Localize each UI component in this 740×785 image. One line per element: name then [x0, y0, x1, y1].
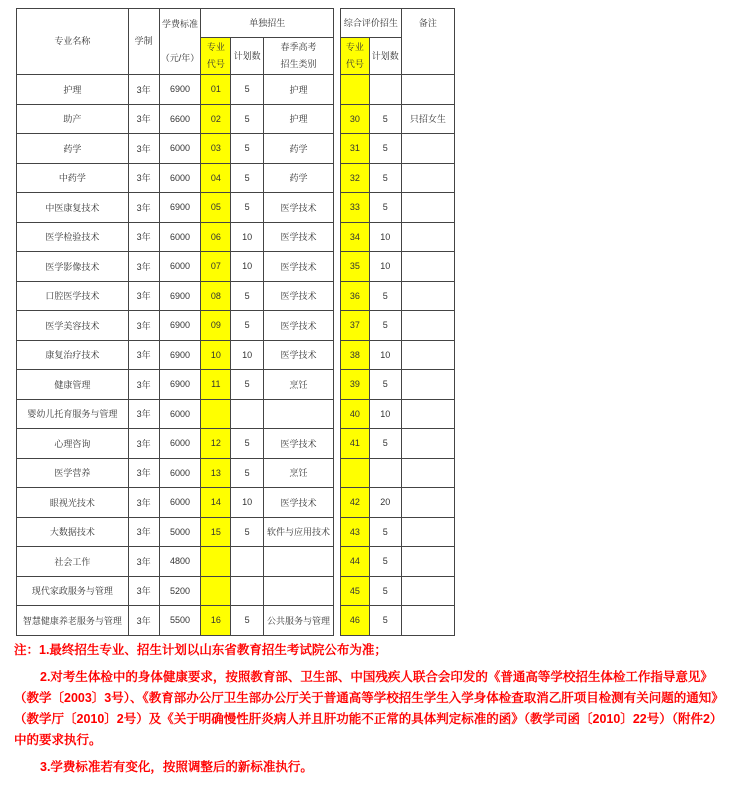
table-row	[341, 163, 455, 193]
fee-cell: 6000	[159, 488, 201, 518]
header-comp-plan: 计划数	[369, 38, 401, 75]
major-name-cell: 医学影像技术	[17, 252, 129, 282]
plan-cell: 5	[231, 311, 264, 341]
major-name-cell: 中药学	[17, 163, 129, 193]
major-name-cell: 社会工作	[17, 547, 129, 577]
table-row	[17, 222, 334, 252]
spring-category-cell: 烹饪	[264, 370, 334, 400]
spring-category-cell: 药学	[264, 134, 334, 164]
spring-category-cell: 烹饪	[264, 458, 334, 488]
table-row	[17, 458, 334, 488]
major-name-cell: 心理咨询	[17, 429, 129, 459]
table-row	[341, 429, 455, 459]
years-cell: 3年	[128, 429, 159, 459]
table-row	[17, 488, 334, 518]
notes	[14, 640, 730, 784]
header-single-enrollment: 单独招生	[201, 9, 334, 38]
comp-code-cell: 43	[341, 517, 370, 547]
table-row	[17, 340, 334, 370]
code-cell: 12	[201, 429, 231, 459]
code-cell	[201, 547, 231, 577]
fee-cell: 6000	[159, 399, 201, 429]
major-name-cell: 口腔医学技术	[17, 281, 129, 311]
remark-cell	[401, 576, 454, 606]
comp-plan-cell: 5	[369, 429, 401, 459]
major-name-cell: 助产	[17, 104, 129, 134]
header-spring-category: 春季高考 招生类别	[264, 38, 334, 75]
spring-category-cell: 药学	[264, 163, 334, 193]
code-cell: 16	[201, 606, 231, 636]
table-row	[17, 370, 334, 400]
comp-plan-cell: 5	[369, 193, 401, 223]
code-cell: 01	[201, 75, 231, 105]
comp-plan-cell: 10	[369, 340, 401, 370]
plan-cell: 10	[231, 222, 264, 252]
major-name-cell: 医学检验技术	[17, 222, 129, 252]
table-row	[17, 163, 334, 193]
major-name-cell: 婴幼儿托育服务与管理	[17, 399, 129, 429]
comp-plan-cell: 5	[369, 281, 401, 311]
remark-cell	[401, 281, 454, 311]
comp-code-cell: 40	[341, 399, 370, 429]
comp-plan-cell: 5	[369, 576, 401, 606]
plan-cell: 5	[231, 134, 264, 164]
table-row	[17, 193, 334, 223]
plan-cell: 5	[231, 517, 264, 547]
major-name-cell: 智慧健康养老服务与管理	[17, 606, 129, 636]
table-row	[341, 370, 455, 400]
comp-code-cell: 37	[341, 311, 370, 341]
remark-cell	[401, 311, 454, 341]
plan-cell: 10	[231, 340, 264, 370]
plan-cell: 5	[231, 458, 264, 488]
note-2: 2.对考生体检中的身体健康要求，按照教育部、卫生部、中国残疾人联合会印发的《普通高等学校招生体检工作指导意见》（教学〔2003〕3号）、《教育部办公厅卫生部办公厅关于普通高等学校招生学生入学身体检查取消乙肝项目检测有关问题的通知》（教学厅〔2010〕2号）及《关于明确慢性肝炎病人并且肝功能不正常的具体判定标准的函》（教学司函〔2010〕22号）（附件2）中的要求执行。	[14, 670, 724, 747]
comp-plan-cell: 10	[369, 222, 401, 252]
code-cell: 08	[201, 281, 231, 311]
fee-cell: 6000	[159, 458, 201, 488]
comp-plan-cell: 20	[369, 488, 401, 518]
comp-plan-cell: 5	[369, 104, 401, 134]
years-cell: 3年	[128, 193, 159, 223]
header-remark: 备注	[401, 9, 454, 38]
comp-code-cell: 32	[341, 163, 370, 193]
fee-cell: 5200	[159, 576, 201, 606]
code-cell: 11	[201, 370, 231, 400]
plan-cell: 5	[231, 429, 264, 459]
table-row	[341, 193, 455, 223]
header-plan: 计划数	[231, 38, 264, 75]
remark-cell	[401, 134, 454, 164]
table-row	[17, 104, 334, 134]
code-cell: 07	[201, 252, 231, 282]
fee-cell: 6000	[159, 222, 201, 252]
spring-category-cell: 公共服务与管理	[264, 606, 334, 636]
spring-category-cell: 医学技术	[264, 488, 334, 518]
remark-cell	[401, 606, 454, 636]
comp-code-cell	[341, 75, 370, 105]
table-row	[341, 340, 455, 370]
code-cell: 09	[201, 311, 231, 341]
remark-cell	[401, 370, 454, 400]
comp-plan-cell: 5	[369, 606, 401, 636]
comp-plan-cell: 5	[369, 547, 401, 577]
fee-cell: 6900	[159, 340, 201, 370]
table-row	[341, 134, 455, 164]
fee-cell: 6900	[159, 370, 201, 400]
code-cell: 14	[201, 488, 231, 518]
years-cell: 3年	[128, 222, 159, 252]
table-row	[341, 547, 455, 577]
remark-cell	[401, 163, 454, 193]
plan-cell: 10	[231, 488, 264, 518]
header-comprehensive: 综合评价招生	[341, 9, 402, 38]
table-row	[341, 75, 455, 105]
table-row	[17, 399, 334, 429]
comp-code-cell	[341, 458, 370, 488]
spring-category-cell: 医学技术	[264, 429, 334, 459]
remark-cell	[401, 429, 454, 459]
spring-category-cell: 医学技术	[264, 311, 334, 341]
comp-plan-cell: 5	[369, 163, 401, 193]
table-row	[341, 252, 455, 282]
table-row	[341, 488, 455, 518]
comp-plan-cell: 5	[369, 311, 401, 341]
comp-code-cell: 42	[341, 488, 370, 518]
fee-cell: 6900	[159, 75, 201, 105]
spring-category-cell: 医学技术	[264, 252, 334, 282]
table-row	[341, 222, 455, 252]
years-cell: 3年	[128, 104, 159, 134]
code-cell	[201, 576, 231, 606]
table-row	[17, 311, 334, 341]
note-1: 注：1.最终招生专业、招生计划以山东省教育招生考试院公布为准；	[14, 643, 387, 657]
code-cell: 02	[201, 104, 231, 134]
comp-plan-cell: 5	[369, 517, 401, 547]
table-row	[341, 399, 455, 429]
spring-category-cell	[264, 399, 334, 429]
table-row	[341, 281, 455, 311]
spring-category-cell: 医学技术	[264, 222, 334, 252]
table-row	[17, 281, 334, 311]
fee-cell: 6900	[159, 193, 201, 223]
years-cell: 3年	[128, 252, 159, 282]
code-cell: 03	[201, 134, 231, 164]
comp-code-cell: 46	[341, 606, 370, 636]
header-code: 专业 代号	[201, 38, 231, 75]
plan-cell: 5	[231, 606, 264, 636]
enrollment-table	[16, 8, 334, 636]
comp-code-cell: 30	[341, 104, 370, 134]
major-name-cell: 护理	[17, 75, 129, 105]
code-cell: 06	[201, 222, 231, 252]
years-cell: 3年	[128, 488, 159, 518]
code-cell: 15	[201, 517, 231, 547]
remark-cell	[401, 458, 454, 488]
years-cell: 3年	[128, 458, 159, 488]
comp-code-cell: 41	[341, 429, 370, 459]
fee-cell: 5000	[159, 517, 201, 547]
fee-cell: 6000	[159, 429, 201, 459]
table-row	[341, 104, 455, 134]
fee-cell: 6000	[159, 252, 201, 282]
major-name-cell: 大数据技术	[17, 517, 129, 547]
major-name-cell: 中医康复技术	[17, 193, 129, 223]
plan-cell: 5	[231, 104, 264, 134]
comp-plan-cell: 5	[369, 134, 401, 164]
comp-code-cell: 36	[341, 281, 370, 311]
years-cell: 3年	[128, 340, 159, 370]
comp-plan-cell	[369, 458, 401, 488]
years-cell: 3年	[128, 163, 159, 193]
plan-cell	[231, 576, 264, 606]
plan-cell: 5	[231, 193, 264, 223]
comp-plan-cell: 5	[369, 370, 401, 400]
remark-cell	[401, 252, 454, 282]
remark-cell	[401, 547, 454, 577]
comp-code-cell: 38	[341, 340, 370, 370]
remark-cell	[401, 340, 454, 370]
plan-cell: 5	[231, 370, 264, 400]
table-row	[341, 606, 455, 636]
remark-cell: 只招女生	[401, 104, 454, 134]
table-row	[17, 75, 334, 105]
years-cell: 3年	[128, 576, 159, 606]
fee-cell: 6600	[159, 104, 201, 134]
plan-cell: 5	[231, 163, 264, 193]
remark-cell	[401, 399, 454, 429]
years-cell: 3年	[128, 606, 159, 636]
comp-code-cell: 34	[341, 222, 370, 252]
spring-category-cell: 医学技术	[264, 281, 334, 311]
comprehensive-table	[340, 8, 455, 636]
header-fee: 学费标准 （元/年）	[159, 9, 201, 75]
code-cell: 04	[201, 163, 231, 193]
major-name-cell: 眼视光技术	[17, 488, 129, 518]
table-row	[17, 429, 334, 459]
table-row	[17, 547, 334, 577]
major-name-cell: 医学美容技术	[17, 311, 129, 341]
plan-cell	[231, 547, 264, 577]
plan-cell: 5	[231, 75, 264, 105]
header-remark-blank	[401, 38, 454, 75]
major-name-cell: 康复治疗技术	[17, 340, 129, 370]
header-comp-code: 专业 代号	[341, 38, 370, 75]
table-row	[341, 458, 455, 488]
code-cell: 05	[201, 193, 231, 223]
fee-cell: 6900	[159, 311, 201, 341]
spring-category-cell	[264, 547, 334, 577]
years-cell: 3年	[128, 399, 159, 429]
table-row	[17, 606, 334, 636]
remark-cell	[401, 222, 454, 252]
spring-category-cell: 护理	[264, 75, 334, 105]
comp-code-cell: 45	[341, 576, 370, 606]
spring-category-cell: 护理	[264, 104, 334, 134]
remark-cell	[401, 488, 454, 518]
code-cell: 13	[201, 458, 231, 488]
years-cell: 3年	[128, 134, 159, 164]
remark-cell	[401, 75, 454, 105]
table-row	[341, 576, 455, 606]
comp-code-cell: 35	[341, 252, 370, 282]
major-name-cell: 现代家政服务与管理	[17, 576, 129, 606]
comp-code-cell: 39	[341, 370, 370, 400]
spring-category-cell: 医学技术	[264, 340, 334, 370]
plan-cell: 10	[231, 252, 264, 282]
comp-plan-cell	[369, 75, 401, 105]
comp-code-cell: 31	[341, 134, 370, 164]
spring-category-cell	[264, 576, 334, 606]
fee-cell: 5500	[159, 606, 201, 636]
comp-code-cell: 44	[341, 547, 370, 577]
major-name-cell: 健康管理	[17, 370, 129, 400]
code-cell: 10	[201, 340, 231, 370]
years-cell: 3年	[128, 281, 159, 311]
comp-plan-cell: 10	[369, 399, 401, 429]
table-row	[17, 576, 334, 606]
years-cell: 3年	[128, 517, 159, 547]
fee-cell: 6000	[159, 163, 201, 193]
header-years: 学制	[128, 9, 159, 75]
major-name-cell: 药学	[17, 134, 129, 164]
comp-plan-cell: 10	[369, 252, 401, 282]
years-cell: 3年	[128, 370, 159, 400]
fee-cell: 6000	[159, 134, 201, 164]
years-cell: 3年	[128, 547, 159, 577]
spring-category-cell: 软件与应用技术	[264, 517, 334, 547]
years-cell: 3年	[128, 311, 159, 341]
table-row	[17, 134, 334, 164]
plan-cell	[231, 399, 264, 429]
table-row	[341, 311, 455, 341]
note-3: 3.学费标准若有变化，按照调整后的新标准执行。	[40, 760, 313, 774]
major-name-cell: 医学营养	[17, 458, 129, 488]
fee-cell: 4800	[159, 547, 201, 577]
code-cell	[201, 399, 231, 429]
table-row	[17, 252, 334, 282]
comp-code-cell: 33	[341, 193, 370, 223]
table-row	[341, 517, 455, 547]
header-major-name: 专业名称	[17, 9, 129, 75]
fee-cell: 6900	[159, 281, 201, 311]
remark-cell	[401, 517, 454, 547]
years-cell: 3年	[128, 75, 159, 105]
plan-cell: 5	[231, 281, 264, 311]
table-row	[17, 517, 334, 547]
remark-cell	[401, 193, 454, 223]
spring-category-cell: 医学技术	[264, 193, 334, 223]
